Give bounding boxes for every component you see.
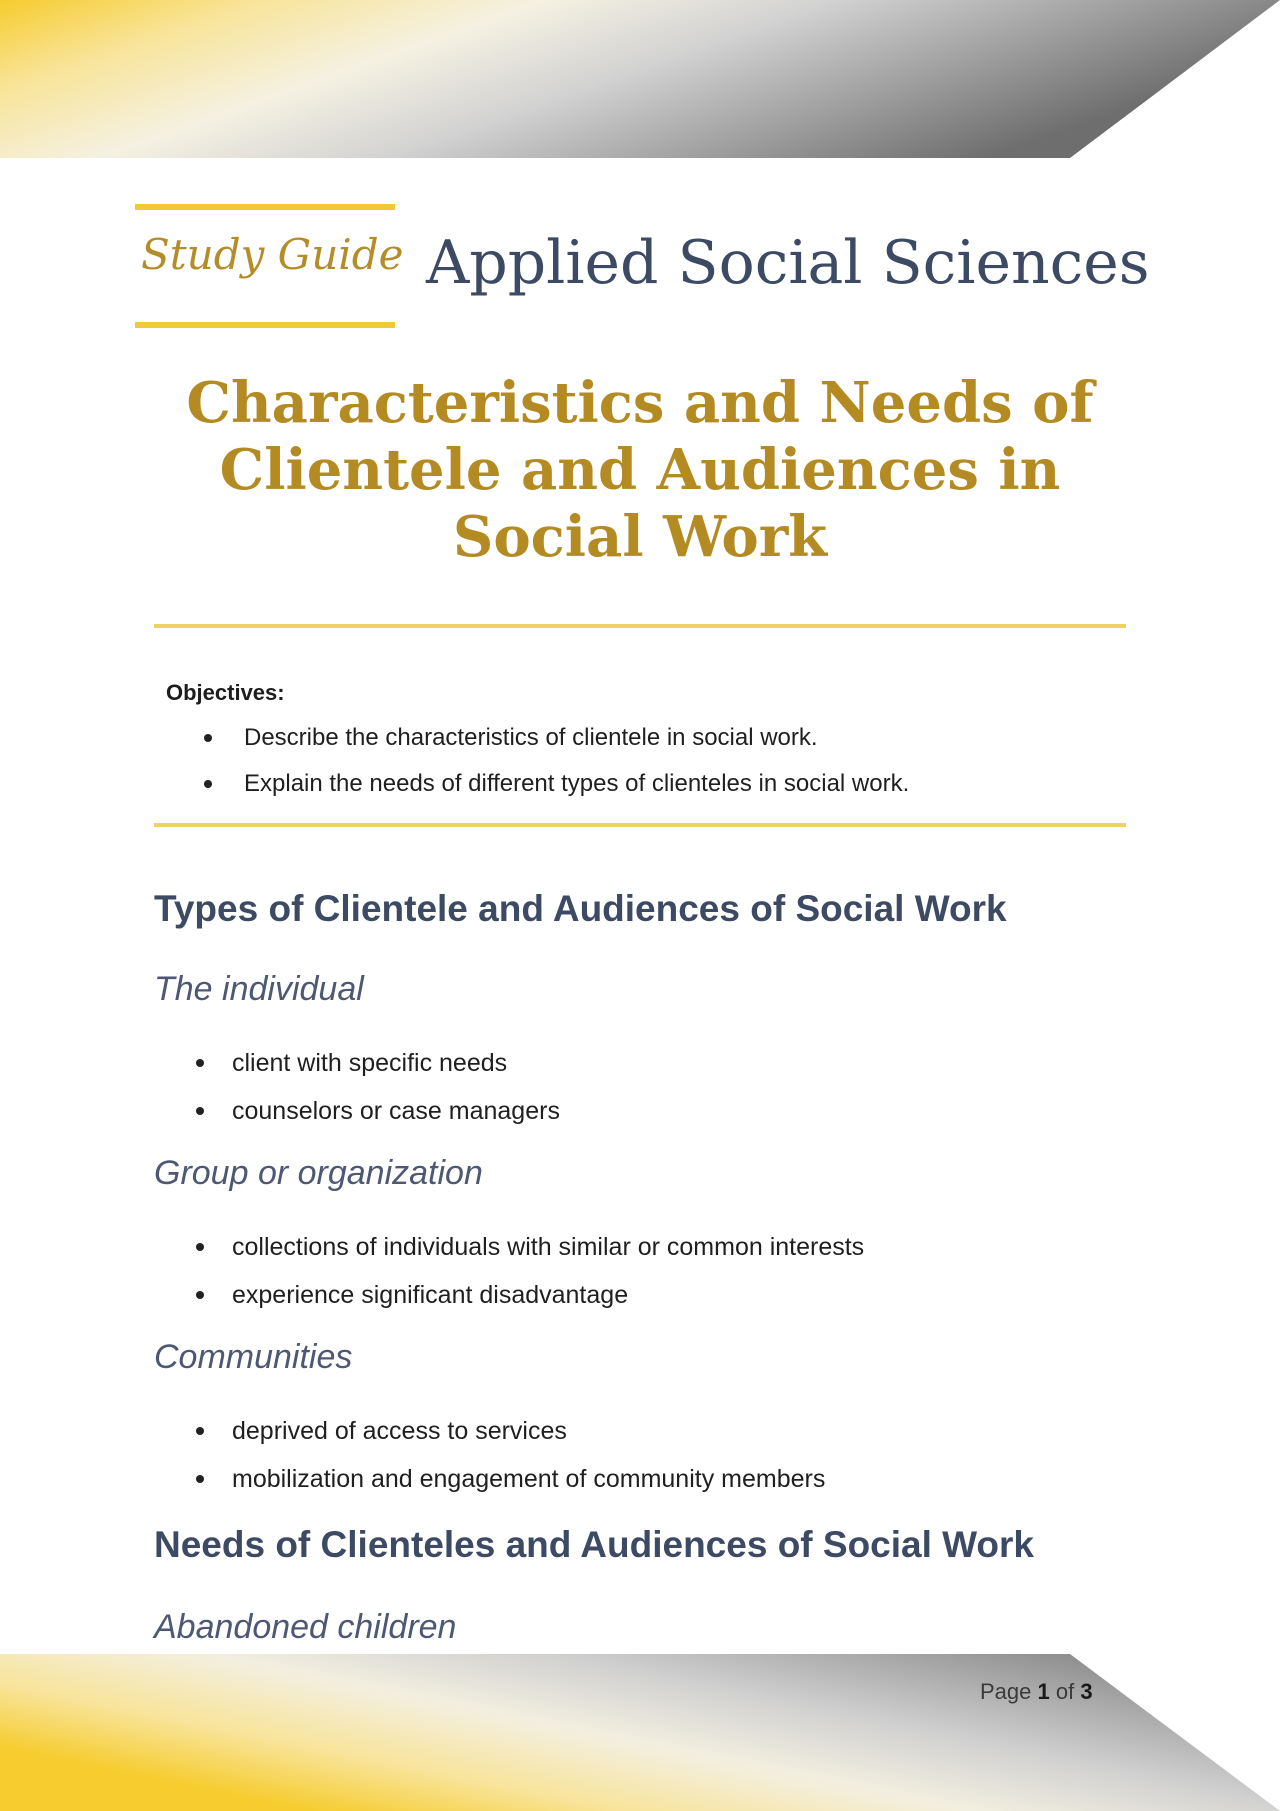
objective-text: Describe the characteristics of clientele in social work. bbox=[244, 724, 818, 751]
page-prefix: Page bbox=[980, 1679, 1032, 1704]
footer-banner bbox=[0, 1654, 1280, 1811]
section-heading-types: Types of Clientele and Audiences of Social Work bbox=[154, 888, 1007, 929]
bullet-icon bbox=[196, 1107, 204, 1115]
list-item-text: collections of individuals with similar or common interests bbox=[232, 1233, 865, 1261]
list-item bbox=[154, 1458, 825, 1506]
list-item-text: experience significant disadvantage bbox=[232, 1281, 629, 1309]
bullet-icon bbox=[204, 780, 212, 788]
objectives-top-divider bbox=[154, 624, 1126, 628]
list-item bbox=[166, 764, 909, 810]
page-current: 1 bbox=[1037, 1679, 1050, 1704]
list-item-text: mobilization and engagement of community members bbox=[232, 1465, 826, 1493]
list-item bbox=[154, 1274, 864, 1322]
bullet-icon bbox=[196, 1475, 204, 1483]
list-item-text: client with specific needs bbox=[232, 1049, 508, 1077]
list-item bbox=[154, 1410, 825, 1458]
document-title: Characteristics and Needs of Clientele and Audiences in Social Work bbox=[186, 370, 1094, 570]
communities-list bbox=[154, 1410, 825, 1506]
bullet-icon bbox=[204, 734, 212, 742]
objective-text: Explain the needs of different types of clienteles in social work. bbox=[244, 770, 910, 797]
list-item-text: counselors or case managers bbox=[232, 1097, 560, 1125]
list-item bbox=[154, 1042, 560, 1090]
objectives-heading: Objectives: bbox=[166, 680, 285, 705]
subheading-communities: Communities bbox=[154, 1338, 353, 1376]
bullet-icon bbox=[196, 1427, 204, 1435]
subheading-group: Group or organization bbox=[154, 1154, 483, 1192]
header-banner bbox=[0, 0, 1280, 158]
objectives-list bbox=[166, 718, 909, 810]
page-number bbox=[980, 1679, 1093, 1705]
bullet-icon bbox=[196, 1059, 204, 1067]
individual-list bbox=[154, 1042, 560, 1138]
subject-title: Applied Social Sciences bbox=[426, 228, 1150, 298]
subheading-individual: The individual bbox=[154, 970, 364, 1008]
study-guide-badge bbox=[135, 204, 404, 328]
subheading-abandoned-children: Abandoned children bbox=[154, 1608, 457, 1646]
list-item bbox=[154, 1090, 560, 1138]
bullet-icon bbox=[196, 1291, 204, 1299]
list-item-text: deprived of access to services bbox=[232, 1417, 567, 1445]
study-guide-label: Study Guide bbox=[141, 230, 404, 279]
group-list bbox=[154, 1226, 864, 1322]
page-of: of bbox=[1055, 1679, 1075, 1704]
bullet-icon bbox=[196, 1243, 204, 1251]
list-item bbox=[154, 1226, 864, 1274]
page-total: 3 bbox=[1080, 1679, 1093, 1704]
objectives-bottom-divider bbox=[154, 823, 1126, 827]
section-heading-needs: Needs of Clienteles and Audiences of Social Work bbox=[154, 1524, 1034, 1565]
list-item bbox=[166, 718, 909, 764]
